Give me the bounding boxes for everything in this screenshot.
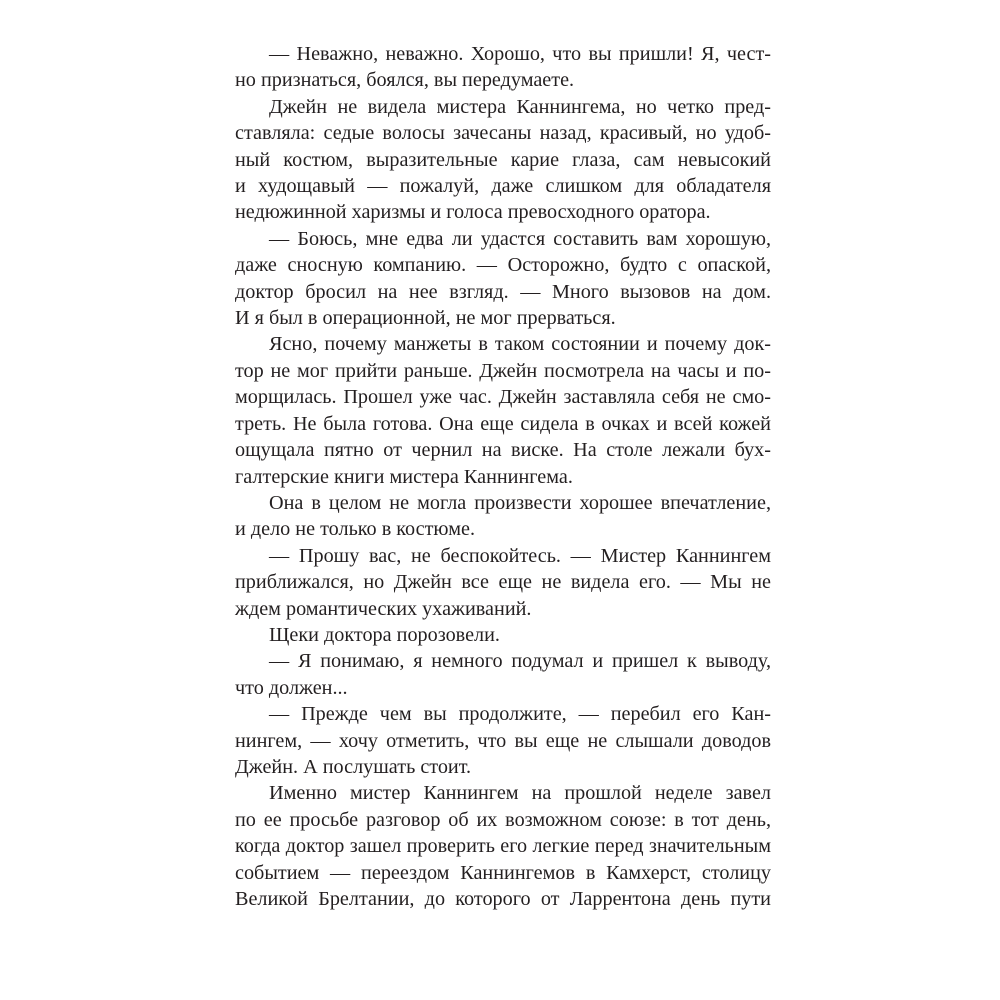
text-line: — Неважно, неважно. Хорошо, что вы пришли! Я, чест- xyxy=(269,43,771,65)
paragraph xyxy=(235,701,771,780)
text-line: ставляла: седые волосы зачесаны назад, красивый, но удоб- xyxy=(235,122,771,145)
paragraph xyxy=(235,543,771,622)
text-line: Щеки доктора порозовели. xyxy=(269,623,500,646)
text-line: приближался, но Джейн все еще не видела его. — Мы не xyxy=(235,571,771,594)
text-line: ждем романтических ухаживаний. xyxy=(235,597,532,620)
text-line: ощущала пятно от чернил на виске. На столе лежали бух- xyxy=(235,439,771,462)
text-line: ный костюм, выразительные карие глаза, сам невысокий xyxy=(235,148,771,171)
text-line: Она в целом не могла произвести хорошее впечатление, xyxy=(269,491,771,514)
text-line: событием — переездом Каннингемов в Камхерст, столицу xyxy=(235,861,771,884)
text-line: и дело не только в костюме. xyxy=(235,518,476,541)
book-page xyxy=(235,41,771,912)
text-line: Ясно, почему манжеты в таком состоянии и почему док- xyxy=(269,333,771,356)
text-line: — Боюсь, мне едва ли удастся составить вам хорошую, xyxy=(269,227,771,250)
text-line: по ее просьбе разговор об их возможном союзе: в тот день, xyxy=(235,808,771,831)
text-line: — Я понимаю, я немного подумал и пришел к выводу, xyxy=(269,650,771,673)
text-line: Джейн. А послушать стоит. xyxy=(235,755,472,778)
text-line: доктор бросил на нее взгляд. — Много вызовов на дом. xyxy=(235,280,771,303)
text-line: тор не мог прийти раньше. Джейн посмотрела на часы и по- xyxy=(235,359,771,382)
text-line: — Прошу вас, не беспокойтесь. — Мистер Каннингем xyxy=(269,544,771,567)
text-line: что должен... xyxy=(235,676,348,699)
text-line: — Прежде чем вы продолжите, — перебил его Кан- xyxy=(269,703,771,726)
paragraph xyxy=(235,490,771,543)
text-line: и худощавый — пожалуй, даже слишком для обладателя xyxy=(235,175,771,198)
text-line: нингем, — хочу отметить, что вы еще не слышали доводов xyxy=(235,729,771,752)
paragraph xyxy=(235,780,771,912)
text-line: треть. Не была готова. Она еще сидела в очках и всей кожей xyxy=(235,412,771,435)
text-line: галтерские книги мистера Каннингема. xyxy=(235,465,573,488)
paragraph xyxy=(235,622,771,648)
paragraph xyxy=(235,94,771,226)
text-line: Великой Брелтании, до которого от Ларрентона день пути xyxy=(235,888,771,910)
text-line: даже сносную компанию. — Осторожно, будто с опаской, xyxy=(235,254,771,277)
text-line: Именно мистер Каннингем на прошлой неделе завел xyxy=(269,782,771,805)
text-line: морщилась. Прошел уже час. Джейн заставляла себя не смо- xyxy=(235,386,771,409)
paragraph xyxy=(235,331,771,489)
text-line: И я был в операционной, не мог прерваться. xyxy=(235,307,616,330)
paragraph xyxy=(235,648,771,701)
text-line: но признаться, боялся, вы передумаете. xyxy=(235,69,575,92)
text-line: Джейн не видела мистера Каннингема, но четко пред- xyxy=(269,95,771,118)
paragraph xyxy=(235,226,771,332)
paragraph xyxy=(235,41,771,94)
text-line: недюжинной харизмы и голоса превосходного оратора. xyxy=(235,201,711,224)
text-line: когда доктор зашел проверить его легкие перед значительным xyxy=(235,835,771,858)
